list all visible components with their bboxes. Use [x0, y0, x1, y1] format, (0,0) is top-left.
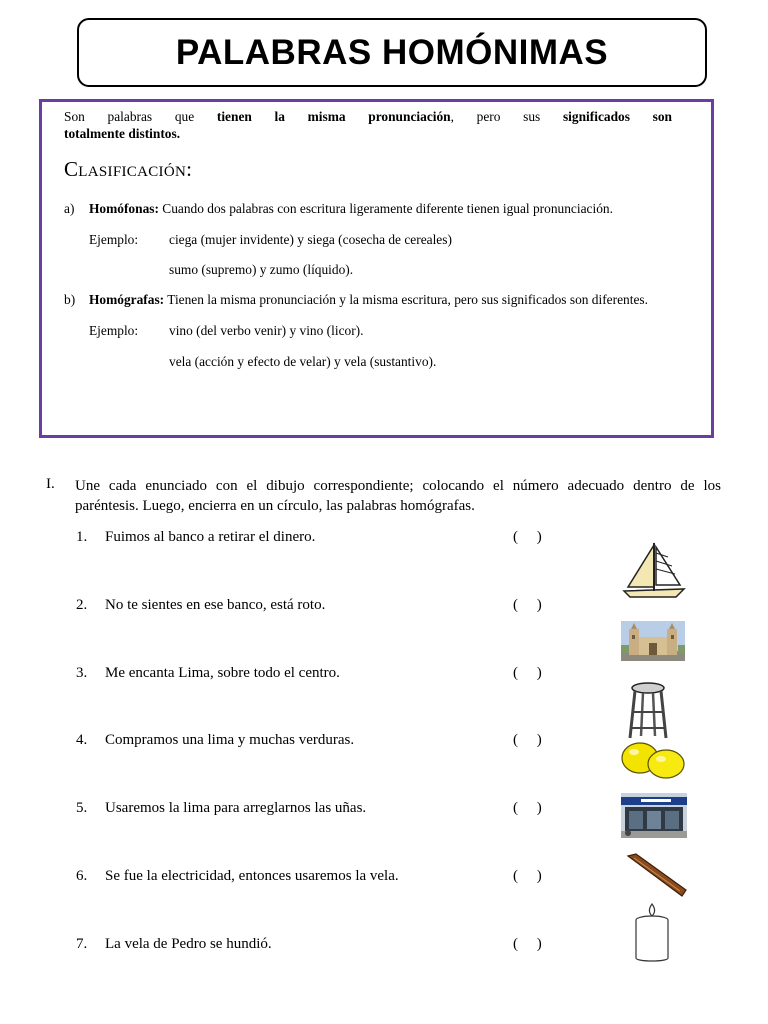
bank-photo — [621, 793, 687, 838]
homofonas-example-label: Ejemplo: — [89, 232, 139, 247]
intro-bold-text: significados son — [562, 109, 672, 124]
item-sentence: Fuimos al banco a retirar el dinero. — [105, 529, 316, 545]
sailboat-icon — [620, 541, 688, 601]
item-number: 5. — [76, 800, 88, 816]
exercise-number: I. — [46, 476, 55, 492]
homografas-term: Homógrafas: — [89, 292, 165, 307]
homofonas-marker: a) — [64, 201, 75, 216]
item-number: 1. — [76, 529, 88, 545]
answer-parentheses[interactable]: ( ) — [513, 732, 542, 748]
answer-parentheses[interactable]: ( ) — [513, 529, 542, 545]
homografas-marker: b) — [64, 292, 76, 307]
answer-parentheses[interactable]: ( ) — [513, 936, 542, 952]
title-box — [77, 18, 707, 87]
nail-file-icon — [622, 850, 688, 898]
homografas-example-text: vela (acción y efecto de velar) y vela (sustantivo). — [169, 354, 437, 369]
intro-text: , pero sus — [450, 109, 563, 124]
intro-bold-text: tienen la misma pronunciación — [216, 109, 451, 124]
instruction-line-2: paréntesis. Luego, encierra en un círculo, las palabras homógrafas. — [75, 498, 475, 514]
page-title: PALABRAS HOMÓNIMAS — [175, 32, 609, 72]
stool-icon — [626, 682, 670, 740]
homofonas-term: Homófonas: — [89, 201, 159, 216]
instruction-line-1: Une cada enunciado con el dibujo correspondiente; colocando el número adecuado dentro de los — [75, 478, 721, 494]
homografas-definition-text: Tienen la misma pronunciación y la misma escritura, pero sus significados son diferentes. — [164, 292, 648, 307]
homofonas-example-text: sumo (supremo) y zumo (líquido). — [169, 262, 354, 277]
homofonas-example-text: ciega (mujer invidente) y siega (cosecha de cereales) — [169, 232, 452, 247]
answer-parentheses[interactable]: ( ) — [513, 597, 542, 613]
answer-parentheses[interactable]: ( ) — [513, 868, 542, 884]
homofonas-definition-text: Cuando dos palabras con escritura ligeramente diferente tienen igual pronunciación. — [158, 201, 613, 216]
item-number: 4. — [76, 732, 88, 748]
answer-parentheses[interactable]: ( ) — [513, 665, 542, 681]
definition-box — [39, 99, 714, 438]
item-number: 3. — [76, 665, 88, 681]
intro-line-2 — [64, 125, 672, 142]
classification-heading: Clasificación: — [64, 157, 193, 181]
cathedral-photo — [621, 621, 685, 661]
item-sentence: Usaremos la lima para arreglarnos las uñas. — [105, 800, 367, 816]
lemons-icon — [620, 738, 686, 780]
item-number: 6. — [76, 868, 88, 884]
answer-parentheses[interactable]: ( ) — [513, 800, 542, 816]
item-sentence: La vela de Pedro se hundió. — [105, 936, 272, 952]
intro-bold-text: totalmente distintos. — [64, 126, 181, 141]
intro-paragraph — [64, 108, 672, 142]
item-number: 7. — [76, 936, 88, 952]
intro-line-1 — [64, 108, 672, 125]
candle-icon — [633, 902, 671, 964]
item-sentence: Me encanta Lima, sobre todo el centro. — [105, 665, 340, 681]
exercise-instruction — [75, 476, 721, 516]
intro-text: Son palabras que — [64, 109, 217, 124]
item-sentence: Se fue la electricidad, entonces usaremos la vela. — [105, 868, 399, 884]
item-sentence: No te sientes en ese banco, está roto. — [105, 597, 326, 613]
homografas-text — [89, 292, 648, 308]
homografas-example-text: vino (del verbo venir) y vino (licor). — [169, 323, 364, 338]
item-number: 2. — [76, 597, 88, 613]
homografas-example-label: Ejemplo: — [89, 323, 139, 338]
homofonas-text — [89, 201, 613, 217]
item-sentence: Compramos una lima y muchas verduras. — [105, 732, 355, 748]
